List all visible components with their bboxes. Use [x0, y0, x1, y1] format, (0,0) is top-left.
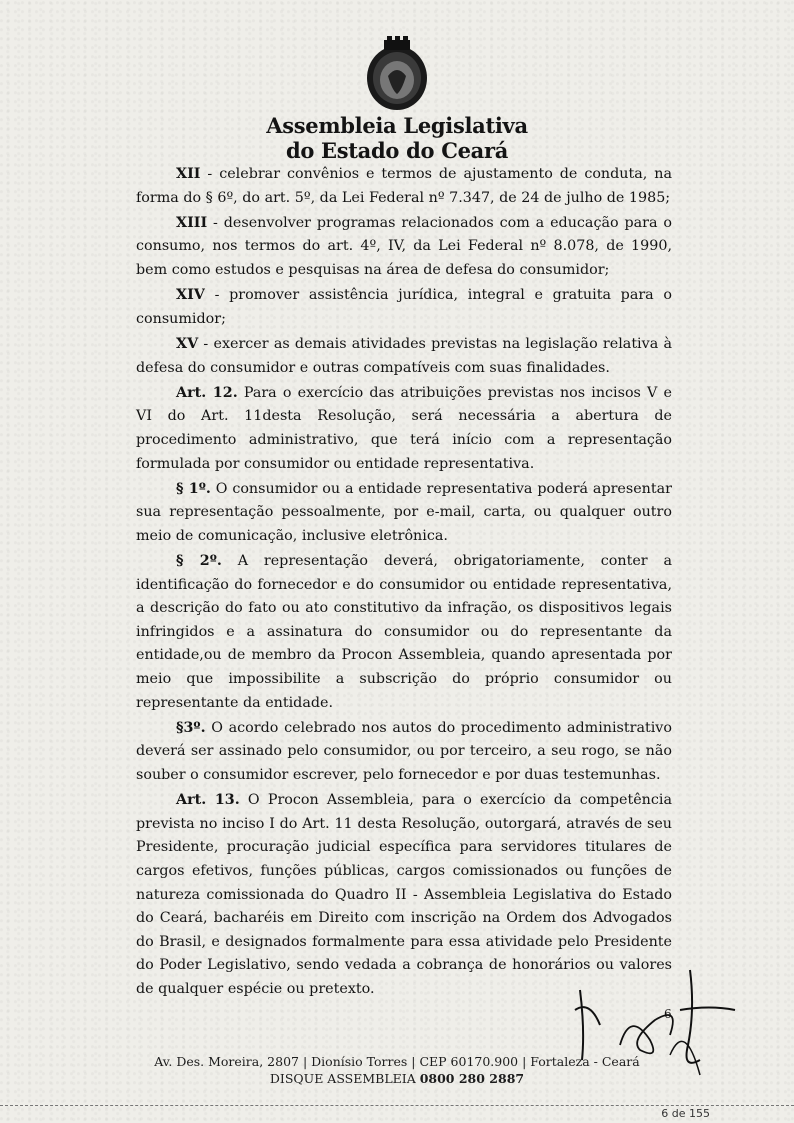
state-coat-of-arms-logo	[358, 36, 436, 116]
paragraph	[136, 333, 672, 380]
footer-address: Av. Des. Moreira, 2807 | Dionísio Torres | CEP 60170.900 | Fortaleza - Ceará	[154, 1054, 640, 1069]
paragraph-lead: §3º.	[176, 719, 206, 736]
paragraph	[136, 163, 672, 210]
paragraph-lead: § 1º.	[176, 480, 211, 497]
margin-page-number: 6	[664, 1007, 672, 1021]
document-body	[136, 163, 672, 1003]
paragraph-text: A representação deverá, obrigatoriamente, conter a identificação do fornecedor e do consumidor ou entidade representativa, a descrição do fato ou ato constitutivo da infração, os dispositivos legais infringidos e a assinatura do consumidor ou do representante da entidade,ou de membro da Procon Assembleia, quando apresentada por meio que impossibilite a subscrição do próprio consumidor ou representante da entidade.	[136, 553, 672, 711]
footer-hotline	[0, 1070, 794, 1087]
paragraph-text: - exercer as demais atividades previstas na legislação relativa à defesa do consumidor e outras compatíveis com suas finalidades.	[136, 335, 672, 376]
paragraph	[136, 478, 672, 549]
paragraph	[136, 550, 672, 715]
institution-name-line2: do Estado do Ceará	[285, 138, 509, 163]
hotline-label: DISQUE ASSEMBLEIA	[269, 1071, 416, 1086]
paragraph-lead: XII	[176, 166, 201, 182]
paragraph-lead: Art. 13.	[176, 792, 240, 809]
paragraph-lead: XV	[176, 335, 199, 352]
paragraph-text: O Procon Assembleia, para o exercício da competência prevista no inciso I do Art. 11 desta Resolução, outorgará, através de seu Presidente, procuração judicial específica para servidores titulares de cargos efetivos, funções públicas, cargos comissionados ou funções de natureza comissionada do Quadro II - Assembleia Legislativa do Estado do Ceará, bacharéis em Direito com inscrição na Ordem dos Advogados do Brasil, e designados formalmente para essa atividade pelo Presidente do Poder Legislativo, sendo vedada a cobrança de honorários ou valores de qualquer espécie ou pretexto.	[136, 792, 672, 997]
page-bottom-rule	[0, 1105, 794, 1106]
institution-name	[0, 113, 794, 163]
hotline-number: 0800 280 2887	[419, 1071, 525, 1086]
page-counter: 6 de 155	[661, 1107, 710, 1120]
paragraph-text: Para o exercício das atribuições previstas nos incisos V e VI do Art. 11desta Resolução, será necessária a abertura de procedimento administrativo, que terá início com a representação formulada por consumidor ou entidade representativa.	[136, 384, 673, 472]
paragraph-text: - desenvolver programas relacionados com a educação para o consumo, nos termos do art. 4º, IV, da Lei Federal nº 8.078, de 1990, bem como estudos e pesquisas na área de defesa do consumidor;	[136, 214, 672, 278]
paragraph	[136, 382, 672, 476]
paragraph-lead: XIII	[176, 214, 208, 231]
paragraph	[136, 212, 672, 283]
paragraph-lead: XIV	[176, 287, 205, 304]
paragraph-text: - celebrar convênios e termos de ajustamento de conduta, na forma do § 6º, do art. 5º, da Lei Federal nº 7.347, de 24 de julho de 1985;	[136, 166, 672, 206]
paragraph	[136, 717, 672, 788]
paragraph-lead: § 2º.	[176, 553, 222, 570]
institution-name-line1: Assembleia Legislativa	[266, 113, 528, 138]
paragraph-text: - promover assistência jurídica, integral e gratuita para o consumidor;	[136, 287, 672, 327]
paragraph	[136, 284, 672, 331]
paragraph-text: O acordo celebrado nos autos do procedimento administrativo deverá ser assinado pelo consumidor, ou por terceiro, a seu rogo, se não souber o consumidor escrever, pelo fornecedor e por duas testemunhas.	[136, 719, 672, 783]
page-footer	[0, 1053, 794, 1087]
paragraph-lead: Art. 12.	[176, 384, 238, 401]
paragraph-text: O consumidor ou a entidade representativa poderá apresentar sua representação pessoalmente, por e-mail, carta, ou qualquer outro meio de comunicação, inclusive eletrônica.	[136, 480, 672, 544]
